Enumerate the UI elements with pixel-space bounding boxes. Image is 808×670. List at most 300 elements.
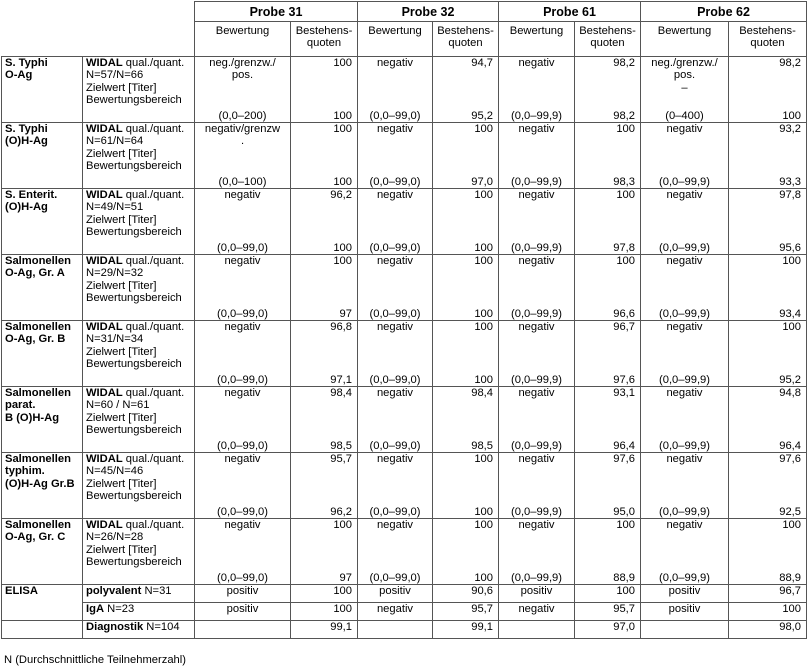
assessment-cell xyxy=(358,57,433,123)
assessment-line: negativ xyxy=(666,387,703,399)
method-cell xyxy=(83,57,195,123)
quota-cell xyxy=(291,453,358,519)
assessment-cell xyxy=(499,519,575,585)
method-cell xyxy=(83,123,195,189)
diagnostik-label: Diagnostik xyxy=(86,621,144,633)
assessment-range: (0,0–200) xyxy=(218,109,267,122)
assessment-range: (0,0–99,9) xyxy=(659,241,710,254)
quota-range-value: 97,1 xyxy=(330,373,352,386)
quota-value: 100 xyxy=(616,519,635,531)
participant-count: N=57/N=66 xyxy=(86,69,144,82)
assessment-cell xyxy=(641,519,729,585)
assessment-line: negativ xyxy=(224,519,261,531)
assessment-line: negativ xyxy=(518,321,555,333)
quota-value: 100 xyxy=(616,123,635,135)
quota-value: 95,7 xyxy=(330,453,352,465)
assessment-cell xyxy=(195,57,291,123)
bewertung-header: Bewertung xyxy=(499,22,575,57)
assessment-line: negativ xyxy=(224,255,261,267)
quota-value: 100 xyxy=(333,519,352,531)
quota-value: 96,8 xyxy=(330,321,352,333)
quota-cell xyxy=(729,57,807,123)
assessment-line: negativ xyxy=(666,189,703,201)
participant-count: N=104 xyxy=(143,621,180,633)
assessment-cell xyxy=(641,321,729,387)
quota-cell: 100 xyxy=(291,603,358,621)
assessment-cell xyxy=(358,519,433,585)
bewertung-header: Bewertung xyxy=(358,22,433,57)
quota-cell: 95,7 xyxy=(433,603,499,621)
assessment-value xyxy=(643,453,726,465)
quota-value: 93,1 xyxy=(613,387,635,399)
target-label: Zielwert [Titer] xyxy=(86,543,157,556)
quota-range-value: 98,2 xyxy=(613,109,635,122)
method-name: WIDAL xyxy=(86,57,123,69)
quota-range-value: 100 xyxy=(474,241,493,254)
assessment-line: negativ xyxy=(224,189,261,201)
quota-cell xyxy=(729,255,807,321)
parameter-line: (O)H-Ag xyxy=(5,135,48,148)
assessment-range: (0,0–99,9) xyxy=(511,373,562,386)
assessment-line: negativ xyxy=(376,57,414,69)
method-cell xyxy=(83,189,195,255)
assessment-value xyxy=(643,519,726,531)
quota-value: 98,4 xyxy=(471,387,493,399)
quota-cell xyxy=(291,123,358,189)
assessment-value xyxy=(197,387,288,399)
quoten-line: quoten xyxy=(750,37,785,50)
quota-cell xyxy=(575,57,641,123)
probe-header: Probe 62 xyxy=(641,2,807,22)
quota-range-value: 97,6 xyxy=(613,373,635,386)
header-corner xyxy=(2,2,195,57)
assessment-cell xyxy=(499,321,575,387)
quota-range-value: 93,4 xyxy=(779,307,801,320)
bewertung-header: Bewertung xyxy=(641,22,729,57)
results-table xyxy=(1,1,807,639)
quota-range-value: 100 xyxy=(333,109,352,122)
assessment-cell: negativ xyxy=(499,603,575,621)
quoten-header xyxy=(729,22,807,57)
quota-cell: 99,1 xyxy=(433,621,499,639)
method-type: qual./quant. xyxy=(122,519,185,531)
quoten-line: quoten xyxy=(448,37,483,50)
assessment-cell xyxy=(358,453,433,519)
elisa-label: ELISA xyxy=(2,585,83,621)
quota-cell: 100 xyxy=(729,603,807,621)
range-label: Bewertungsbereich xyxy=(86,292,182,305)
assessment-value xyxy=(360,255,430,267)
quota-value: 100 xyxy=(474,453,493,465)
quota-cell xyxy=(433,57,499,123)
quota-value: 100 xyxy=(616,189,635,201)
quota-range-value: 96,6 xyxy=(613,307,635,320)
diagnostik-blank xyxy=(2,621,83,639)
target-label: Zielwert [Titer] xyxy=(86,477,157,490)
quota-value: 100 xyxy=(782,321,801,333)
assessment-cell xyxy=(499,123,575,189)
assessment-value xyxy=(360,123,430,135)
range-label: Bewertungsbereich xyxy=(86,226,182,239)
assessment-value xyxy=(197,519,288,531)
quota-cell xyxy=(433,123,499,189)
quota-value: 100 xyxy=(474,123,493,135)
assessment-range: (0,0–99,0) xyxy=(369,307,421,320)
parameter-line: O-Ag, Gr. C xyxy=(5,531,66,544)
assessment-line: pos. xyxy=(231,69,254,82)
parameter-line: S. Typhi xyxy=(5,57,48,69)
quota-cell xyxy=(433,387,499,453)
participant-count: N=45/N=46 xyxy=(86,465,144,478)
quota-value: 100 xyxy=(474,255,493,267)
assessment-line: negativ xyxy=(518,189,555,201)
assessment-line: negativ xyxy=(376,321,414,333)
participant-count: N=26/N=28 xyxy=(86,531,144,544)
quota-cell xyxy=(729,387,807,453)
quota-range-value: 92,5 xyxy=(779,505,801,518)
range-label: Bewertungsbereich xyxy=(86,556,182,569)
quota-cell xyxy=(291,321,358,387)
quota-cell xyxy=(291,387,358,453)
assessment-cell xyxy=(641,453,729,519)
assessment-value xyxy=(360,321,430,333)
assessment-range: (0,0–99,9) xyxy=(659,571,710,584)
assessment-value xyxy=(643,123,726,135)
quota-cell xyxy=(729,123,807,189)
quota-value: 98,4 xyxy=(330,387,352,399)
assessment-cell xyxy=(195,387,291,453)
assessment-line: negativ xyxy=(666,123,703,135)
assessment-line: negativ xyxy=(376,189,414,201)
assessment-value xyxy=(197,57,288,82)
quota-cell: 100 xyxy=(575,585,641,603)
assessment-line: neg./grenzw./ xyxy=(651,57,718,69)
assessment-cell xyxy=(358,387,433,453)
quoten-line: quoten xyxy=(306,37,342,50)
method-type: qual./quant. xyxy=(122,255,185,267)
assessment-line: negativ xyxy=(518,519,555,531)
assessment-cell xyxy=(641,621,729,639)
assessment-range: (0,0–99,9) xyxy=(659,307,710,320)
assessment-cell: positiv xyxy=(641,585,729,603)
quota-cell xyxy=(291,255,358,321)
assessment-range: (0,0–99,9) xyxy=(511,505,562,518)
quota-cell xyxy=(575,387,641,453)
quota-value: 97,8 xyxy=(779,189,801,201)
method-name: WIDAL xyxy=(86,453,123,465)
parameter-line: Salmonellen xyxy=(5,453,71,465)
quota-cell xyxy=(433,189,499,255)
quota-range-value: 96,4 xyxy=(613,439,635,452)
range-label: Bewertungsbereich xyxy=(86,94,182,107)
quota-range-value: 100 xyxy=(474,307,493,320)
assessment-range: (0,0–99,0) xyxy=(217,307,268,320)
assessment-value xyxy=(360,519,430,531)
parameter-line: (O)H-Ag Gr.B xyxy=(5,477,75,490)
quota-value: 94,8 xyxy=(779,387,801,399)
quota-value: 100 xyxy=(616,255,635,267)
assessment-cell xyxy=(195,123,291,189)
parameter-line: Salmonellen xyxy=(5,255,71,267)
quota-cell xyxy=(433,255,499,321)
target-label: Zielwert [Titer] xyxy=(86,213,157,226)
quota-cell xyxy=(729,519,807,585)
method-type: qual./quant. xyxy=(122,57,185,69)
quota-value: 100 xyxy=(782,255,801,267)
quota-cell: 100 xyxy=(291,585,358,603)
assessment-line: negativ xyxy=(518,453,555,465)
parameter-cell xyxy=(2,57,83,123)
quota-cell xyxy=(575,123,641,189)
assessment-value xyxy=(501,123,572,135)
quoten-line: Bestehens- xyxy=(295,25,353,37)
assessment-line: . xyxy=(240,135,245,148)
quota-range-value: 88,9 xyxy=(779,571,801,584)
diagnostik-row xyxy=(2,621,807,639)
table-row xyxy=(2,57,807,123)
assessment-value xyxy=(643,255,726,267)
assessment-range: (0,0–99,9) xyxy=(659,439,710,452)
assessment-cell xyxy=(195,255,291,321)
quota-value: 96,2 xyxy=(330,189,352,201)
assessment-line: negativ xyxy=(376,255,414,267)
range-label: Bewertungsbereich xyxy=(86,490,182,503)
assessment-line: negativ xyxy=(518,255,555,267)
quota-cell xyxy=(729,321,807,387)
assessment-line: negativ xyxy=(666,321,703,333)
assessment-value xyxy=(501,321,572,333)
assessment-value xyxy=(197,189,288,201)
quota-value: 97,6 xyxy=(613,453,635,465)
bewertung-header: Bewertung xyxy=(195,22,291,57)
probe-header: Probe 31 xyxy=(195,2,358,22)
participant-count: N=29/N=32 xyxy=(86,267,144,280)
assessment-value xyxy=(501,57,572,69)
target-label: Zielwert [Titer] xyxy=(86,345,157,358)
table-row xyxy=(2,453,807,519)
assessment-cell xyxy=(499,387,575,453)
assessment-line: – xyxy=(681,81,688,94)
assessment-cell xyxy=(641,255,729,321)
assessment-cell xyxy=(499,57,575,123)
method-name: WIDAL xyxy=(86,123,123,135)
assessment-value xyxy=(360,453,430,465)
assessment-cell: positiv xyxy=(195,585,291,603)
parameter-line: O-Ag, Gr. A xyxy=(5,267,65,280)
quota-cell xyxy=(729,453,807,519)
quota-value: 100 xyxy=(333,123,352,135)
parameter-cell xyxy=(2,387,83,453)
elisa-method-cell xyxy=(83,603,195,621)
assessment-range: (0,0–99,9) xyxy=(511,571,562,584)
assessment-value xyxy=(197,453,288,465)
quota-range-value: 97,0 xyxy=(471,175,493,188)
method-name: WIDAL xyxy=(86,189,123,201)
method-cell xyxy=(83,519,195,585)
method-type: qual./quant. xyxy=(122,387,185,399)
assessment-range: (0,0–99,0) xyxy=(217,439,268,452)
assessment-range: (0,0–99,9) xyxy=(659,175,710,188)
quota-cell xyxy=(575,321,641,387)
assessment-cell xyxy=(195,189,291,255)
quota-range-value: 96,2 xyxy=(330,505,352,518)
elisa-row xyxy=(2,603,807,621)
assessment-range: (0,0–99,0) xyxy=(369,505,421,518)
parameter-cell xyxy=(2,123,83,189)
assessment-cell xyxy=(195,519,291,585)
assessment-value xyxy=(501,519,572,531)
probe-header: Probe 32 xyxy=(358,2,499,22)
quoten-header xyxy=(291,22,358,57)
elisa-row xyxy=(2,585,807,603)
assessment-range: (0,0–99,0) xyxy=(369,241,421,254)
header-probe-row xyxy=(2,2,807,22)
method-type: qual./quant. xyxy=(122,189,185,201)
quota-value: 93,2 xyxy=(779,123,801,135)
parameter-line: S. Typhi xyxy=(5,123,48,135)
assessment-value xyxy=(501,387,572,399)
method-cell xyxy=(83,321,195,387)
range-label: Bewertungsbereich xyxy=(86,358,182,371)
assessment-range: (0,0–99,9) xyxy=(511,109,562,122)
quota-range-value: 95,0 xyxy=(613,505,635,518)
quoten-line: quoten xyxy=(590,37,625,50)
parameter-cell xyxy=(2,255,83,321)
assessment-range: (0,0–100) xyxy=(218,175,267,188)
assessment-value xyxy=(501,255,572,267)
assessment-line: negativ xyxy=(376,123,414,135)
method-cell xyxy=(83,453,195,519)
quota-range-value: 97,8 xyxy=(613,241,635,254)
parameter-line: typhim. xyxy=(5,465,45,478)
assessment-range: (0,0–99,0) xyxy=(217,571,268,584)
assessment-line: negativ xyxy=(666,453,703,465)
method-name: WIDAL xyxy=(86,387,123,399)
quota-range-value: 98,5 xyxy=(330,439,352,452)
assessment-cell xyxy=(358,123,433,189)
assessment-value xyxy=(501,189,572,201)
table-body xyxy=(2,57,807,639)
parameter-line: O-Ag, Gr. B xyxy=(5,333,66,346)
assessment-cell xyxy=(358,255,433,321)
assessment-range: (0,0–99,0) xyxy=(369,439,421,452)
participant-count: N=31 xyxy=(141,585,172,597)
quota-cell xyxy=(291,519,358,585)
range-label: Bewertungsbereich xyxy=(86,160,182,173)
participant-count: N=60 / N=61 xyxy=(86,399,150,412)
assessment-value xyxy=(197,255,288,267)
assessment-line: negativ xyxy=(224,453,261,465)
quota-range-value: 100 xyxy=(474,373,493,386)
assessment-cell: positiv xyxy=(499,585,575,603)
participant-count: N=61/N=64 xyxy=(86,135,144,148)
assessment-value xyxy=(501,453,572,465)
assessment-line: negativ/grenzw xyxy=(204,123,281,135)
quota-value: 98,2 xyxy=(613,57,635,69)
participant-count: N=23 xyxy=(104,603,135,615)
parameter-line: O-Ag xyxy=(5,69,33,82)
assessment-range: (0,0–99,0) xyxy=(369,373,421,386)
quoten-line: Bestehens- xyxy=(739,25,796,37)
quota-value: 100 xyxy=(474,189,493,201)
quota-value: 100 xyxy=(333,255,352,267)
assessment-cell xyxy=(499,255,575,321)
quota-range-value: 88,9 xyxy=(613,571,635,584)
method-cell xyxy=(83,387,195,453)
assessment-value xyxy=(643,321,726,333)
parameter-line: Salmonellen xyxy=(5,321,71,333)
assessment-line: negativ xyxy=(518,57,555,69)
assessment-range: (0–400) xyxy=(665,109,704,122)
participant-count: N=49/N=51 xyxy=(86,201,144,214)
assessment-cell xyxy=(195,321,291,387)
assessment-cell xyxy=(641,387,729,453)
assessment-range: (0,0–99,9) xyxy=(659,505,710,518)
quota-cell xyxy=(729,189,807,255)
quota-cell xyxy=(575,189,641,255)
quota-cell xyxy=(575,453,641,519)
target-label: Zielwert [Titer] xyxy=(86,147,157,160)
assessment-range: (0,0–99,0) xyxy=(369,175,421,188)
quota-cell: 99,1 xyxy=(291,621,358,639)
assessment-value xyxy=(197,321,288,333)
assessment-value xyxy=(643,57,726,94)
diagnostik-method-cell xyxy=(83,621,195,639)
quota-cell xyxy=(433,453,499,519)
parameter-line: parat. xyxy=(5,399,36,412)
assessment-line: negativ xyxy=(376,453,414,465)
assessment-cell: positiv xyxy=(358,585,433,603)
assessment-cell: positiv xyxy=(641,603,729,621)
method-name: WIDAL xyxy=(86,321,123,333)
quoten-header xyxy=(575,22,641,57)
elisa-method: IgA xyxy=(86,603,105,615)
parameter-cell xyxy=(2,453,83,519)
quota-range-value: 97 xyxy=(339,307,352,320)
participant-count: N=31/N=34 xyxy=(86,333,144,346)
assessment-cell xyxy=(499,189,575,255)
assessment-value xyxy=(360,189,430,201)
table-row xyxy=(2,123,807,189)
assessment-cell: positiv xyxy=(195,603,291,621)
parameter-line: S. Enterit. xyxy=(5,189,58,201)
quota-cell xyxy=(575,519,641,585)
quota-cell: 97,0 xyxy=(575,621,641,639)
quota-cell: 90,6 xyxy=(433,585,499,603)
quota-cell: 98,0 xyxy=(729,621,807,639)
assessment-cell xyxy=(641,57,729,123)
assessment-cell: negativ xyxy=(358,603,433,621)
method-name: WIDAL xyxy=(86,255,123,267)
quota-cell: 96,7 xyxy=(729,585,807,603)
table-row xyxy=(2,255,807,321)
quota-cell xyxy=(291,189,358,255)
quota-value: 100 xyxy=(782,519,801,531)
method-name: WIDAL xyxy=(86,519,123,531)
quoten-line: Bestehens- xyxy=(437,25,494,37)
parameter-cell xyxy=(2,321,83,387)
quota-range-value: 96,4 xyxy=(779,439,801,452)
target-label: Zielwert [Titer] xyxy=(86,279,157,292)
method-cell xyxy=(83,255,195,321)
quota-range-value: 95,2 xyxy=(471,109,493,122)
assessment-value xyxy=(360,387,430,399)
elisa-method-cell xyxy=(83,585,195,603)
assessment-cell xyxy=(358,321,433,387)
parameter-line: B (O)H-Ag xyxy=(5,411,60,424)
target-label: Zielwert [Titer] xyxy=(86,81,157,94)
parameter-cell xyxy=(2,189,83,255)
